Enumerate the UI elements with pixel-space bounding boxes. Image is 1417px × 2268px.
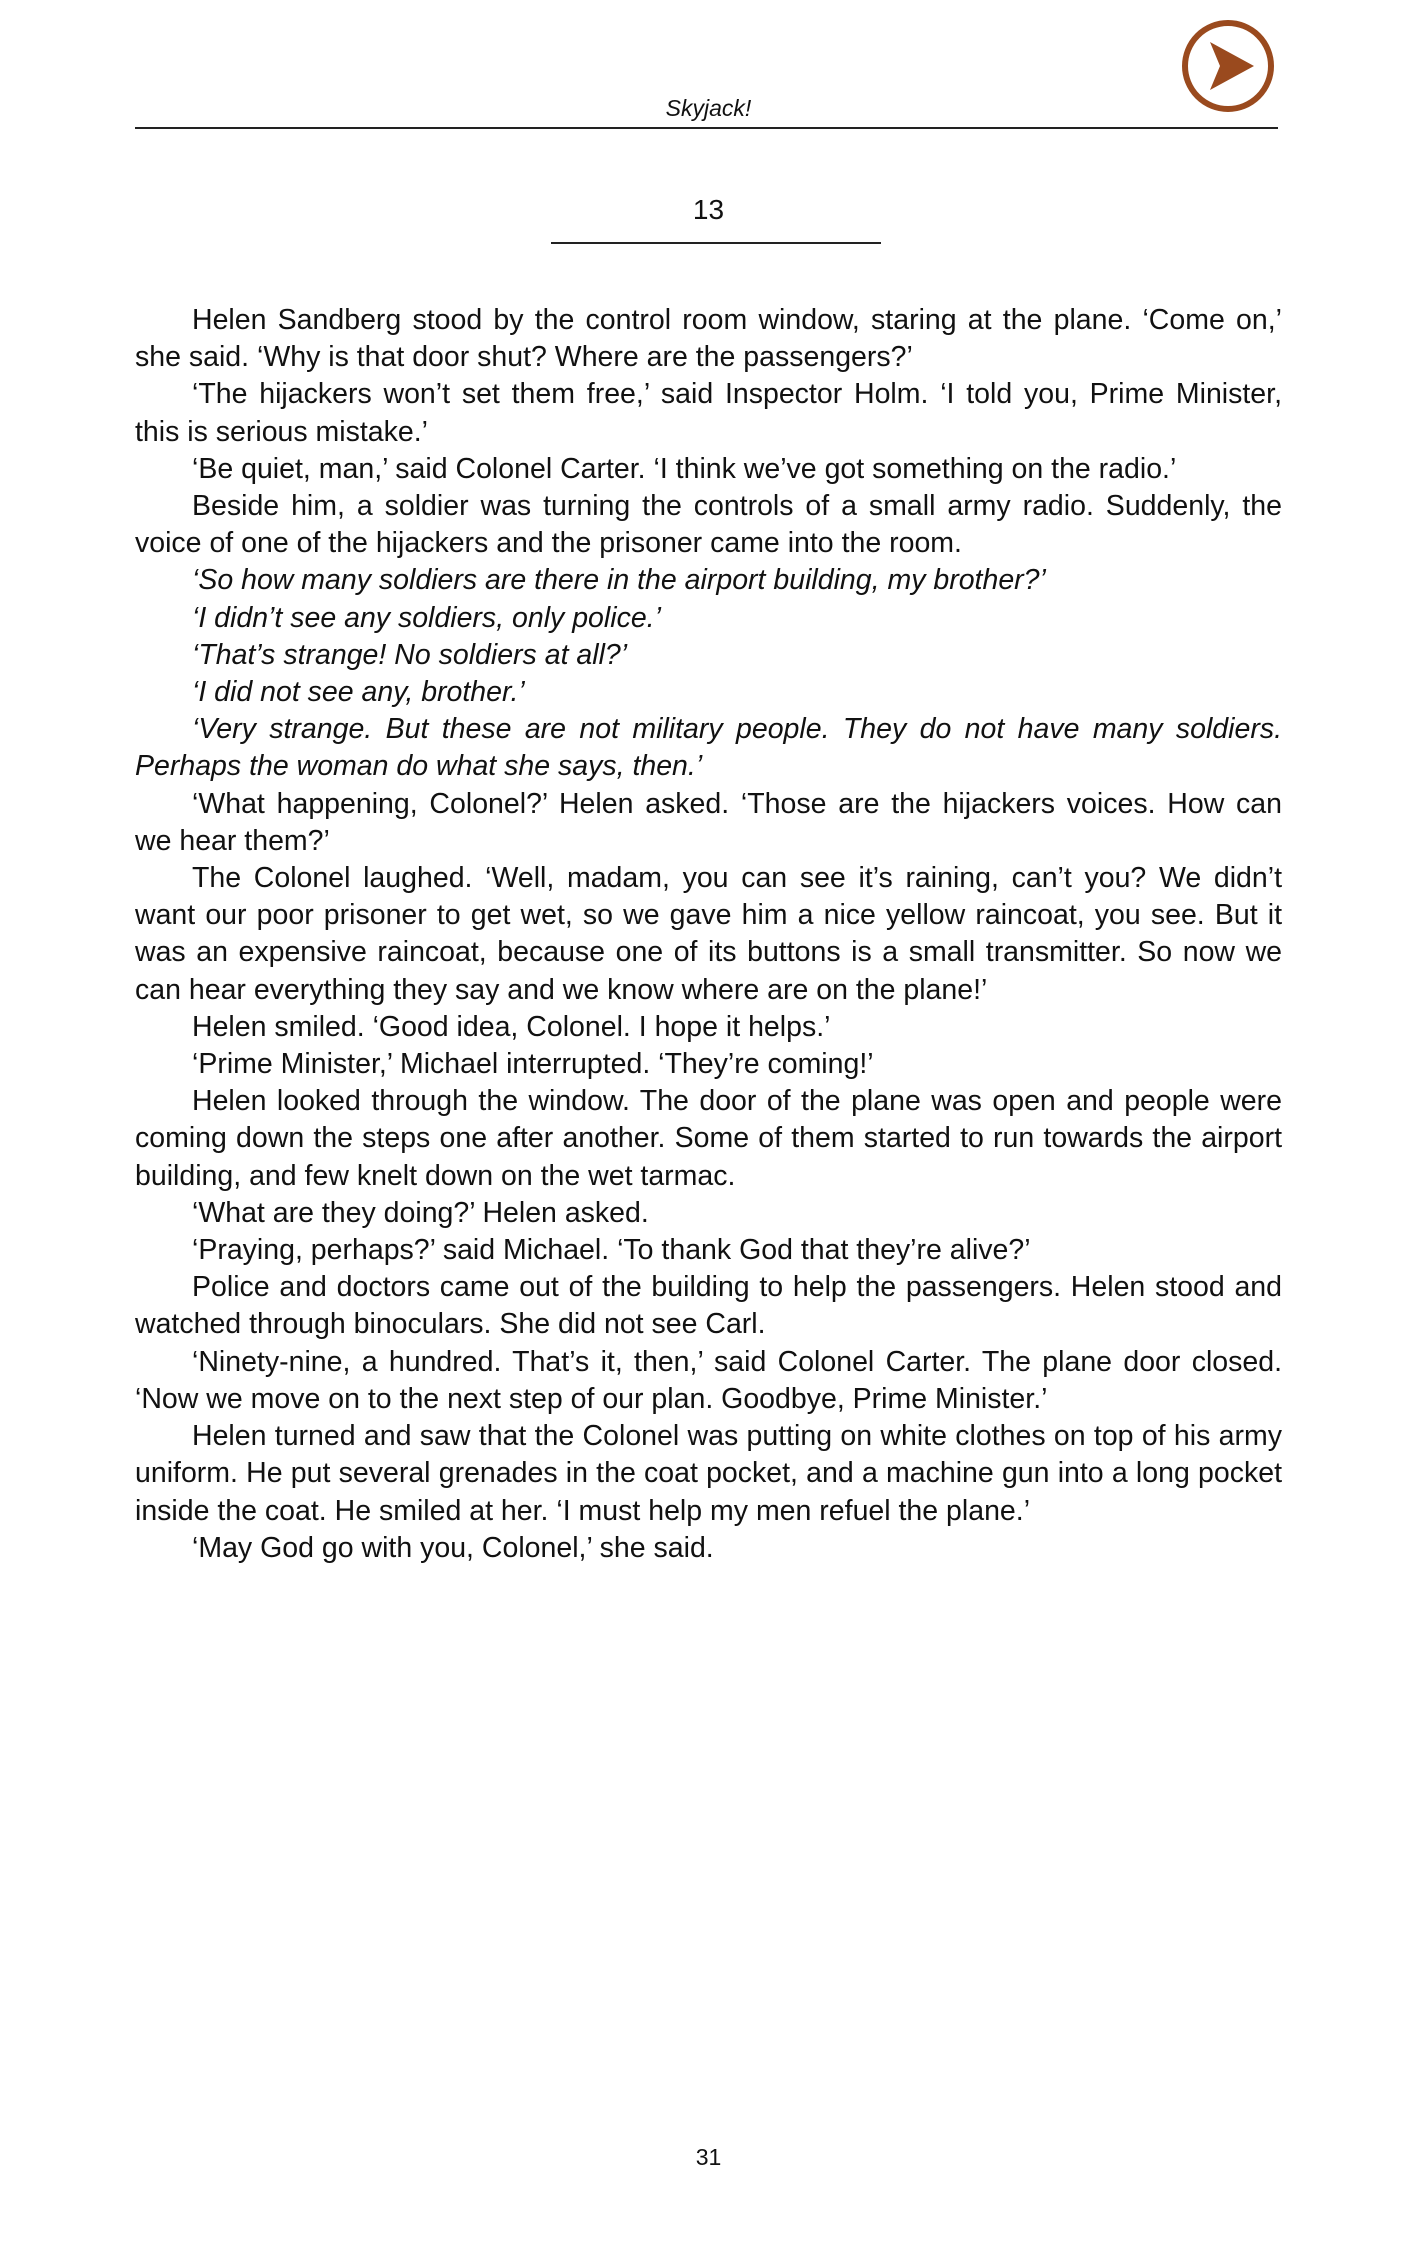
paragraph: ‘Ninety-nine, a hundred. That’s it, then,’ said Colonel Carter. The plane door closed. ‘Now we move on to the next step of our plan. Goodbye, Prime Minister.’ [135,1345,1282,1415]
radio-paragraph: ‘That’s strange! No soldiers at all?’ [192,638,628,671]
running-header-title: Skyjack! [665,95,752,121]
page-number: 31 [695,2144,722,2170]
paragraph: Helen smiled. ‘Good idea, Colonel. I hope it helps.’ [192,1010,831,1043]
chapter-number: 13 [692,194,725,225]
next-arrow-icon[interactable] [1180,18,1276,114]
paragraph: ‘What happening, Colonel?’ Helen asked. ‘Those are the hijackers voices. How can we hear them?’ [135,787,1282,857]
paragraph: ‘What are they doing?’ Helen asked. [192,1196,649,1229]
paragraph: ‘The hijackers won’t set them free,’ said Inspector Holm. ‘I told you, Prime Minister, this is serious mistake.’ [135,378,1282,448]
chapter-rule [551,242,881,244]
paragraph: Helen Sandberg stood by the control room window, staring at the plane. ‘Come on,’ she said. ‘Why is that door shut? Where are the passengers?’ [135,304,1282,374]
radio-paragraph: ‘I didn’t see any soldiers, only police.’ [192,601,661,634]
paragraph: Helen looked through the window. The door of the plane was open and people were coming down the steps one after another. Some of them started to run towards the airport building, and few knelt down on the wet tarmac. [135,1085,1282,1192]
radio-paragraph: ‘Very strange. But these are not military people. They do not have many soldiers. Perhaps the woman do what she says, then.’ [135,713,1282,783]
radio-paragraph: ‘I did not see any, brother.’ [192,676,525,709]
header-rule [135,127,1278,129]
paragraph: Beside him, a soldier was turning the controls of a small army radio. Suddenly, the voice of one of the hijackers and the prisoner came into the room. [135,490,1282,560]
paragraph: The Colonel laughed. ‘Well, madam, you can see it’s raining, can’t you? We didn’t want our poor prisoner to get wet, so we gave him a nice yellow raincoat, you see. But it was an expensive raincoat, because one of its buttons is a small transmitter. So now we can hear everything they say and we know where are on the plane!’ [135,862,1282,1006]
paragraph: Police and doctors came out of the building to help the passengers. Helen stood and watched through binoculars. She did not see Carl. [135,1271,1282,1341]
paragraph: Helen turned and saw that the Colonel was putting on white clothes on top of his army uniform. He put several grenades in the coat pocket, and a machine gun into a long pocket inside the coat. He smiled at her. ‘I must help my men refuel the plane.’ [135,1420,1282,1527]
radio-paragraph: ‘So how many soldiers are there in the airport building, my brother?’ [192,564,1046,597]
chapter-body [135,302,1282,1567]
paragraph: ‘May God go with you, Colonel,’ she said. [192,1531,714,1564]
paragraph: ‘Praying, perhaps?’ said Michael. ‘To thank God that they’re alive?’ [192,1234,1031,1267]
paragraph: ‘Be quiet, man,’ said Colonel Carter. ‘I think we’ve got something on the radio.’ [192,452,1177,485]
paragraph: ‘Prime Minister,’ Michael interrupted. ‘They’re coming!’ [192,1048,874,1081]
